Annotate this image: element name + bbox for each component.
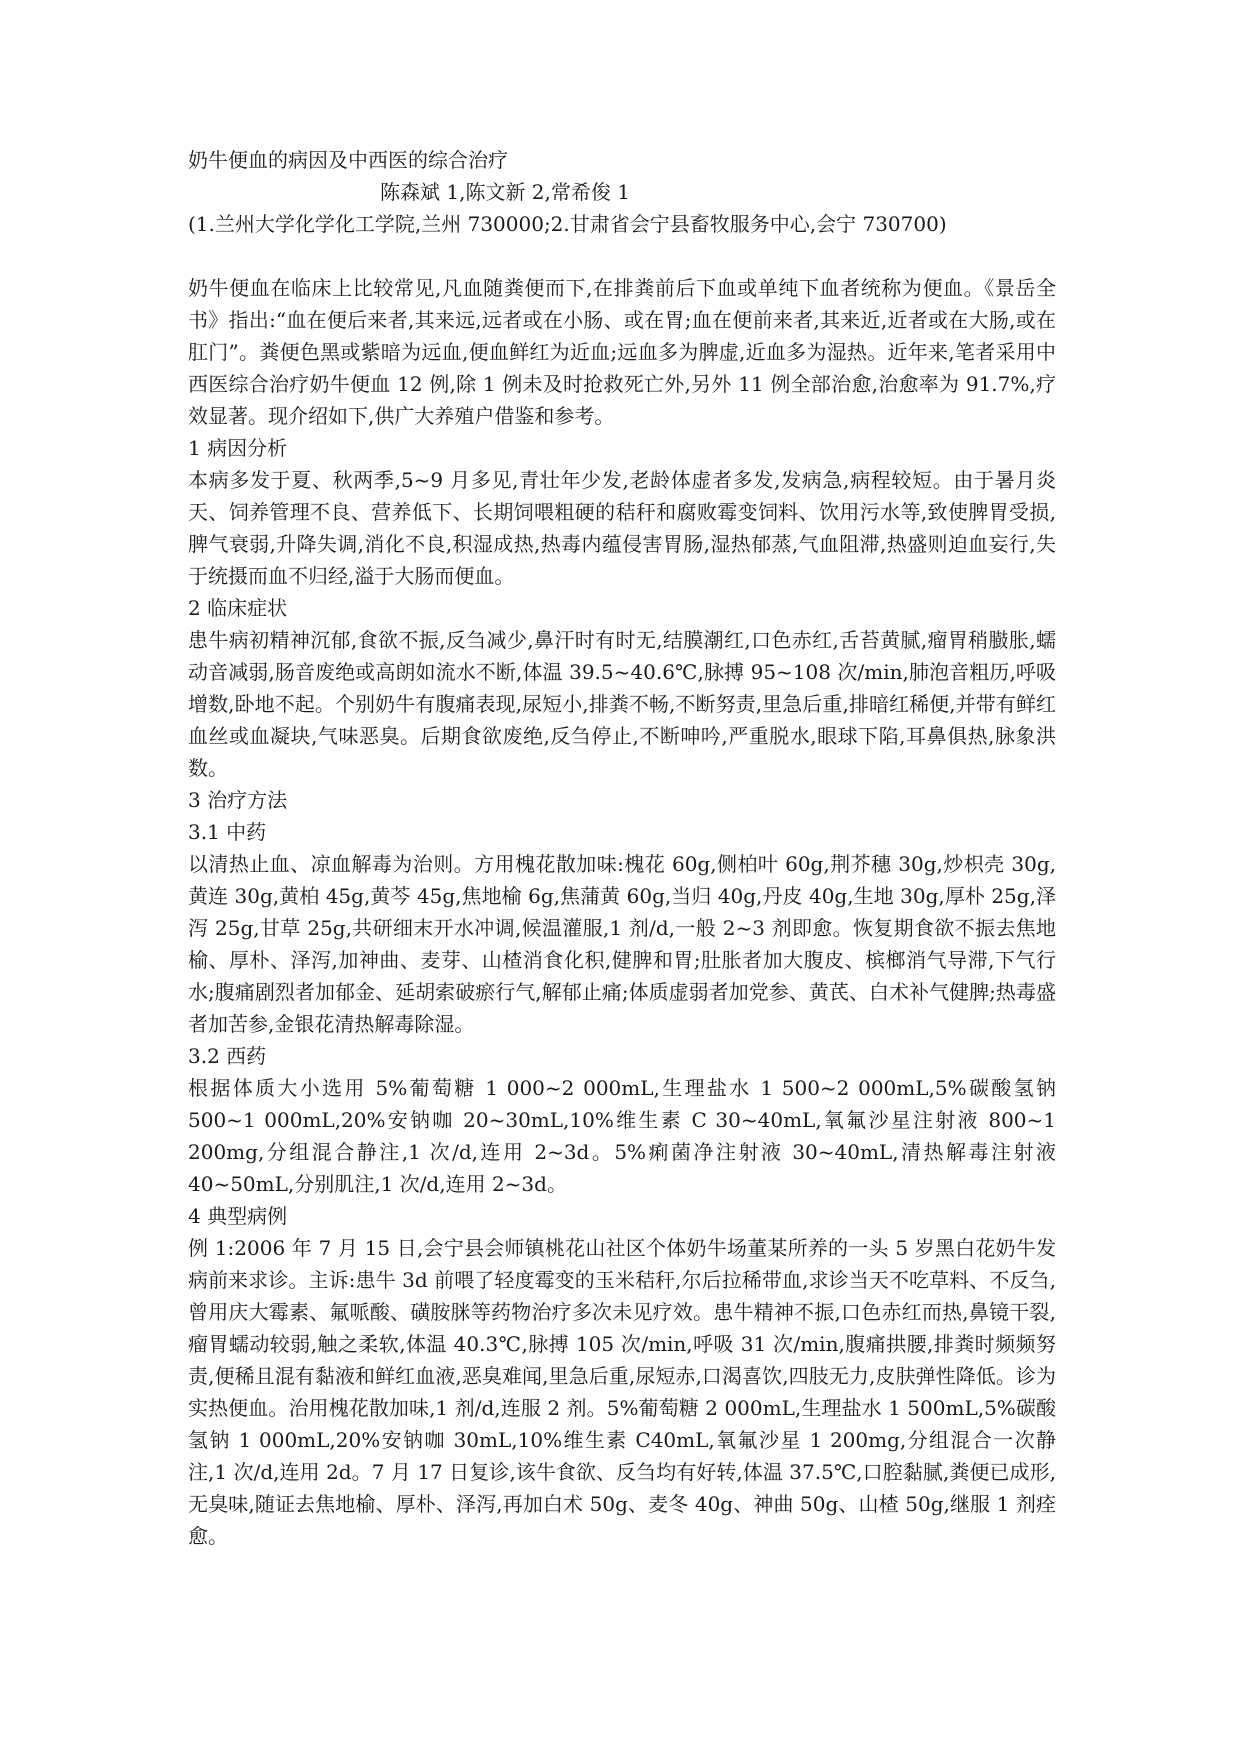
section-3-heading: 3 治疗方法 <box>188 788 288 812</box>
article-affiliation: (1.兰州大学化学化工学院,兰州 730000;2.甘肃省会宁县畜牧服务中心,会宁 730700) <box>188 212 947 236</box>
document-page <box>188 144 1056 1552</box>
article-authors: 陈森斌 1,陈文新 2,常希俊 1 <box>380 180 630 204</box>
section-4-heading: 4 典型病例 <box>188 1204 288 1228</box>
section-4-paragraph: 例 1:2006 年 7 月 15 日,会宁县会师镇桃花山社区个体奶牛场董某所养的一头 5 岁黑白花奶牛发病前来求诊。主诉:患牛 3d 前喂了轻度霉变的玉米秸秆,尔后拉稀带血,求诊当天不吃草料、不反刍,曾用庆大霉素、氟哌酸、磺胺脒等药物治疗多次未见疗效。患牛精神不振,口色赤红而热,鼻镜干裂,瘤胃蠕动较弱,触之柔软,体温 40.3℃,脉搏 105 次/min,呼吸 31 次/min,腹痛拱腰,排粪时频频努责,便稀且混有黏液和鲜红血液,恶臭难闻,里急后重,尿短赤,口渴喜饮,四肢无力,皮肤弹性降低。诊为实热便血。治用槐花散加味,1 剂/d,连服 2 剂。5%葡萄糖 2 000mL,生理盐水 1 500mL,5%碳酸氢钠 1 000mL,20%安钠咖 30mL,10%维生素 C40mL,氧氟沙星 1 200mg,分组混合一次静注,1 次/d,连用 2d。7 月 17 日复诊,该牛食欲、反刍均有好转,体温 37.5℃,口腔黏腻,粪便已成形,无臭味,随证去焦地榆、厚朴、泽泻,再加白术 50g、麦冬 40g、神曲 50g、山楂 50g,继服 1 剂痊愈。 <box>188 1236 1056 1548</box>
section-2-paragraph: 患牛病初精神沉郁,食欲不振,反刍减少,鼻汗时有时无,结膜潮红,口色赤红,舌苔黄腻,瘤胃稍臌胀,蠕动音减弱,肠音废绝或高朗如流水不断,体温 39.5~40.6℃,脉搏 95~108 次/min,肺泡音粗历,呼吸增数,卧地不起。个别奶牛有腹痛表现,尿短小,排粪不畅,不断努责,里急后重,排暗红稀便,并带有鲜红血丝或血凝块,气味恶臭。后期食欲废绝,反刍停止,不断呻吟,严重脱水,眼球下陷,耳鼻俱热,脉象洪数。 <box>188 628 1056 780</box>
blank-line <box>188 240 1056 272</box>
section-2-heading: 2 临床症状 <box>188 596 288 620</box>
section-3-2-heading: 3.2 西药 <box>188 1044 267 1068</box>
section-1-heading: 1 病因分析 <box>188 436 288 460</box>
article-title: 奶牛便血的病因及中西医的综合治疗 <box>188 148 508 172</box>
section-3-1-heading: 3.1 中药 <box>188 820 267 844</box>
intro-paragraph: 奶牛便血在临床上比较常见,凡血随粪便而下,在排粪前后下血或单纯下血者统称为便血。《景岳全书》指出:“血在便后来者,其来远,远者或在小肠、或在胃;血在便前来者,其来近,近者或在大肠,或在肛门”。粪便色黑或紫暗为远血,便血鲜红为近血;远血多为脾虚,近血多为湿热。近年来,笔者采用中西医综合治疗奶牛便血 12 例,除 1 例未及时抢救死亡外,另外 11 例全部治愈,治愈率为 91.7%,疗效显著。现介绍如下,供广大养殖户借鉴和参考。 <box>188 276 1056 428</box>
section-1-paragraph: 本病多发于夏、秋两季,5~9 月多见,青壮年少发,老龄体虚者多发,发病急,病程较短。由于暑月炎天、饲养管理不良、营养低下、长期饲喂粗硬的秸秆和腐败霉变饲料、饮用污水等,致使脾胃受损,脾气衰弱,升降失调,消化不良,积湿成热,热毒内蕴侵害胃肠,湿热郁蒸,气血阻滞,热盛则迫血妄行,失于统摄而血不归经,溢于大肠而便血。 <box>188 468 1056 588</box>
section-3-1-paragraph: 以清热止血、凉血解毒为治则。方用槐花散加味:槐花 60g,侧柏叶 60g,荆芥穗 30g,炒枳壳 30g,黄连 30g,黄柏 45g,黄芩 45g,焦地榆 6g,焦蒲黄 60g,当归 40g,丹皮 40g,生地 30g,厚朴 25g,泽泻 25g,甘草 25g,共研细末开水冲调,候温灌服,1 剂/d,一般 2~3 剂即愈。恢复期食欲不振去焦地榆、厚朴、泽泻,加神曲、麦芽、山楂消食化积,健脾和胃;肚胀者加大腹皮、槟榔消气导滞,下气行水;腹痛剧烈者加郁金、延胡索破瘀行气,解郁止痛;体质虚弱者加党参、黄芪、白术补气健脾;热毒盛者加苦参,金银花清热解毒除湿。 <box>188 852 1056 1036</box>
section-3-2-paragraph: 根据体质大小选用 5%葡萄糖 1 000~2 000mL,生理盐水 1 500~2 000mL,5%碳酸氢钠 500~1 000mL,20%安钠咖 20~30mL,10%维生素 C 30~40mL,氧氟沙星注射液 800~1 200mg,分组混合静注,1 次/d,连用 2~3d。5%痢菌净注射液 30~40mL,清热解毒注射液 40~50mL,分别肌注,1 次/d,连用 2~3d。 <box>188 1076 1056 1196</box>
